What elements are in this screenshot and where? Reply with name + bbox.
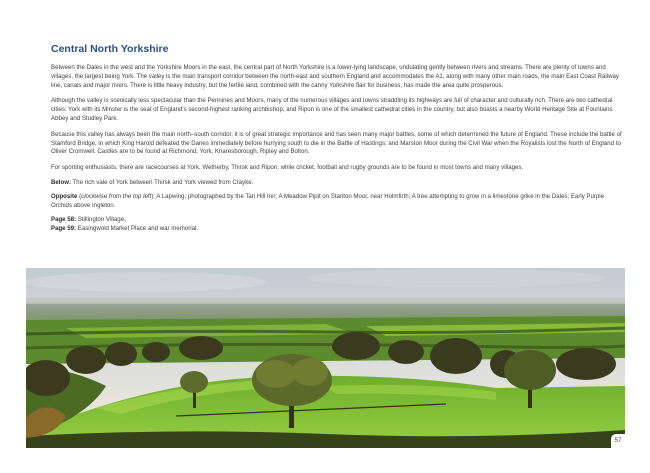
caption-below-label: Below: (51, 179, 71, 187)
caption-opposite-label: Opposite (51, 193, 78, 201)
page-references (51, 216, 625, 234)
page-ref (51, 216, 625, 225)
page-ref-text: Easingwold Market Place and war memorial. (77, 225, 199, 233)
caption-opposite-italic: clockwise from the top left (81, 193, 152, 201)
caption-below-text: The rich vale of York between Thirsk and York viewed from Crayke. (72, 179, 254, 187)
captions (51, 179, 625, 211)
caption-opposite (51, 193, 625, 211)
body-text (51, 64, 625, 234)
page-title: Central North Yorkshire (51, 43, 169, 55)
caption-below (51, 179, 625, 188)
caption-paren-open: ( (79, 193, 82, 201)
page-number: 57 (611, 434, 625, 448)
cloud (306, 269, 606, 287)
page-ref-label: Page 58: (51, 216, 77, 224)
vale-of-york-illustration (26, 268, 625, 448)
body-paragraph: Because this valley has always been the main north–south corridor, it is of great strategic importance and has seen many major battles, some of which determined the future of England. These include the battle of Stamford Bridge, in which King Harold defeated the Danes immediately before hurrying south to die in the Battle of Hastings; and Marston Moor during the Civil War when the Royalists lost the North of England to Oliver Cromwell. Castles are to be found at Richmond, York, Knaresborough, Ripley and Bolton. (51, 130, 622, 156)
cloud (26, 272, 266, 292)
landscape-photo (26, 268, 625, 448)
caption-paren-close: ): (151, 193, 155, 201)
body-paragraph: Although the valley is scenically less spectacular than the Pennines and Moors, many of the numerous villages and towns straddling its highways are full of character and culturally rich. There are two cathedral cities: York with its Minster is the seat of England's second-highest ranking archbishop, and Ripon is one of the smallest cathedral cities in the country, but also boasts a nearby World Heritage Site at Fountains Abbey and Studley Park. (51, 97, 613, 123)
caption-opposite-text: A Lapwing, photographed by the Tan Hill Inn; A Meadow Pipit on Stanton Moor, near Holmfirth; A tree attempting to grow in a limestone grike in the Dales; Early Purple Orchids above Ingleton. (51, 193, 605, 210)
page-ref-label: Page 59: (51, 225, 77, 233)
body-paragraph: For sporting enthusiasts, there are racecourses at York, Wetherby, Thirsk and Ripon, while cricket, football and rugby grounds are to be found in most towns and many villages. (51, 163, 524, 171)
page-ref-text: Stillington Village. (77, 216, 126, 224)
horizon-haze (26, 298, 625, 304)
body-paragraph: Between the Dales in the west and the Yorkshire Moors in the east, the central part of North Yorkshire is a lower-lying landscape, undulating gently between rivers and streams. There are plenty of towns and villages, the largest being York. The valley is the main transport corridor between the north-east and southern England and accommodates the A1, along with many other main roads, the main East Coast Railway line, canals and major rivers. There is little heavy industry, but the fertile land, combined with the canny Yorkshire flair for business, has made the area quite prosperous. (51, 64, 619, 89)
page-ref (51, 225, 625, 234)
